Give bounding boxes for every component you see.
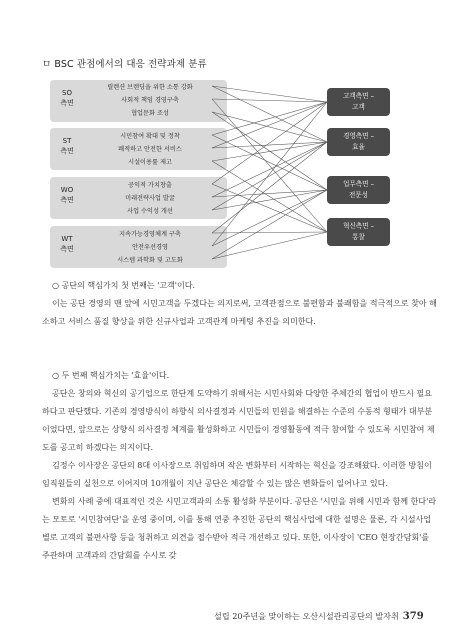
strategy-item: 시스템 과학화 및 고도화 xyxy=(117,257,183,264)
strategy-item: 사회적 책임 경영구축 xyxy=(121,97,179,104)
strategy-item: 시설이용률 제고 xyxy=(128,159,172,166)
paragraph: 김정수 이사장은 공단의 8대 이사장으로 취임하며 작은 변화부터 시작하는 혁신을 강조해왔다. 이러한 방침이 임직원들의 실천으로 이어지며 10개월이 지난 공단은 체감할 수 있는 많은 변화들이 일어나고 있다. xyxy=(42,460,432,488)
strategy-item: 미래전략사업 발굴 xyxy=(125,195,175,202)
perspective-box-customer: 고객측면 – 고객 xyxy=(327,88,390,116)
strategy-item: 지속가능경영체계 구축 xyxy=(119,231,181,238)
page-footer xyxy=(214,611,424,622)
group-label-wt: WT 측면 xyxy=(60,235,74,253)
paragraph: 이는 공단 경영의 맨 앞에 시민고객을 두겠다는 의지로써, 고객관점으로 불편함과 불쾌함을 적극적으로 찾아 해소하고 서비스 품질 향상을 위한 신규사업과 고객관계 마케팅 추진을 의미한다. xyxy=(42,298,437,326)
perspective-box-operations: 업무측면 – 전문성 xyxy=(327,176,390,204)
footer-text: 설립 20주년을 맞이하는 오산시설관리공단의 발자취 xyxy=(214,611,399,621)
strategy-item: 협업문화 조성 xyxy=(131,110,169,117)
perspective-box-innovation: 혁신측면 – 통찰 xyxy=(327,218,390,246)
group-label-wo: WO 측면 xyxy=(60,186,74,204)
strategy-item: 공익적 가치창출 xyxy=(128,182,172,189)
strategy-item: 안전우선경영 xyxy=(132,244,168,251)
page-number: 379 xyxy=(402,611,424,622)
bsc-strategy-diagram xyxy=(50,80,390,270)
paragraph: ○ 공단의 핵심가치 첫 번째는 '고객'이다. xyxy=(52,280,196,290)
perspective-box-management: 경영측면 – 효율 xyxy=(327,128,390,156)
section-title: ㅁ BSC 관점에서의 대응 전략과제 분류 xyxy=(42,59,207,70)
paragraph: 변화의 사례 중에 대표적인 것은 시민고객과의 소통 활성화 부분이다. 공단은 '시민을 위해 시민과 함께 한다'라는 모토로 '시민참여단'을 운영 중이며, 이를 통해 연중 추진한 공단의 핵심사업에 대한 설명은 물론, 각 시설사업별로 고객의 불편사항 등을 청취하고 의견을 접수받아 적극 개선하고 있다. 또한, 이사장이 'CEO 현장간담회'를 주관하며 고객과의 간담회를 수시로 갖 xyxy=(42,496,437,560)
strategy-item: 릴렌션 브랜딩을 위한 소통 강화 xyxy=(107,84,193,91)
group-label-so: SO 측면 xyxy=(60,89,74,107)
group-label-st: ST 측면 xyxy=(60,137,74,155)
paragraph: 공단은 창의와 혁신의 공기업으로 한단계 도약하기 위해서는 시민사회와 다양한 주체간의 협업이 반드시 필요하다고 판단했다. 기존의 경영방식이 하향식 의사결정과 시민들의 민원을 해결하는 수준의 수동적 형태가 대부분이었다면, 앞으로는 상향식 의사결정 체계를 활성화하고 시민들이 경영활동에 적극 참여할 수 있도록 시민참여 제도를 공고히 하겠다는 의지이다. xyxy=(42,388,435,452)
strategy-item: 사업 수익성 개선 xyxy=(127,208,173,215)
paragraph: ○ 두 번째 핵심가치는 '효율'이다. xyxy=(52,370,170,380)
strategy-item: 쾌적하고 안전한 서비스 xyxy=(118,146,182,153)
strategy-item: 시민참여 확대 및 정착 xyxy=(120,133,180,140)
